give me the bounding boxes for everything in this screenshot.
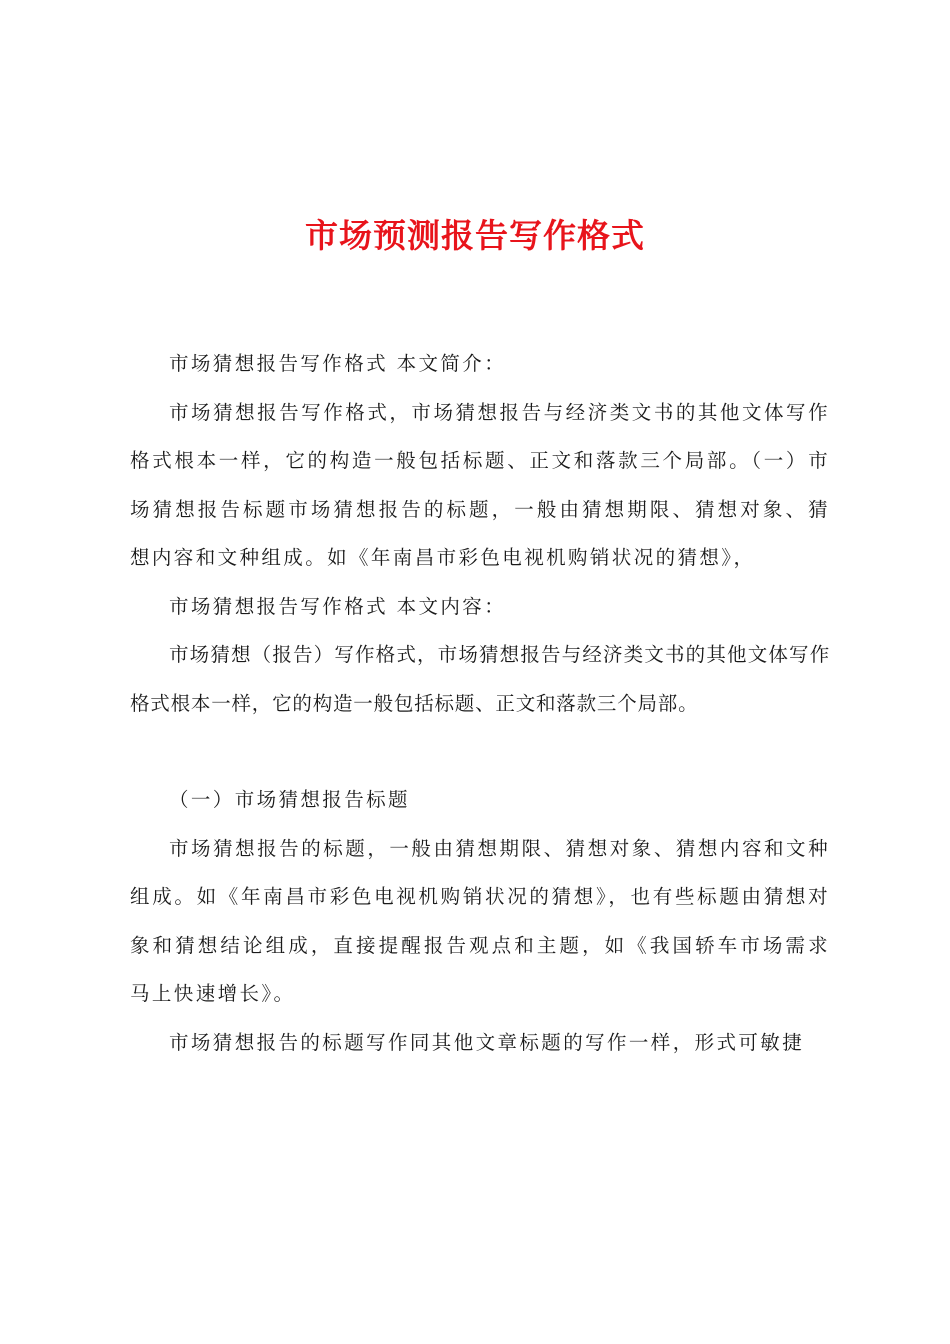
section-paragraph-continued: 市场猜想报告的标题写作同其他文章标题的写作一样，形式可敏捷 — [169, 1030, 805, 1054]
intro-summary: 市场猜想报告写作格式，市场猜想报告与经济类文书的其他文体写作格式根本一样，它的构造一般包括标题、正文和落款三个局部。（一）市场猜想报告标题市场猜想报告的标题，一般由猜想期限、猜想对象、猜想内容和文种组成。如《年南昌市彩色电视机购销状况的猜想》， — [130, 400, 830, 569]
document-body — [130, 340, 830, 1067]
intro-heading: 市场猜想报告写作格式 本文简介： — [169, 352, 507, 375]
section-heading: （一）市场猜想报告标题 — [169, 788, 410, 811]
paragraph-spacer — [130, 728, 830, 776]
document-title: 市场预测报告写作格式 — [305, 216, 645, 255]
content-heading: 市场猜想报告写作格式 本文内容： — [169, 594, 507, 618]
section-paragraph: 市场猜想报告的标题，一般由猜想期限、猜想对象、猜想内容和文种组成。如《年南昌市彩色电视机购销状况的猜想》，也有些标题由猜想对象和猜想结论组成，直接提醒报告观点和主题，如《我国轿车市场需求马上快速增长》。 — [130, 836, 830, 1005]
content-paragraph: 市场猜想（报告）写作格式，市场猜想报告与经济类文书的其他文体写作格式根本一样，它的构造一般包括标题、正文和落款三个局部。 — [130, 643, 830, 715]
